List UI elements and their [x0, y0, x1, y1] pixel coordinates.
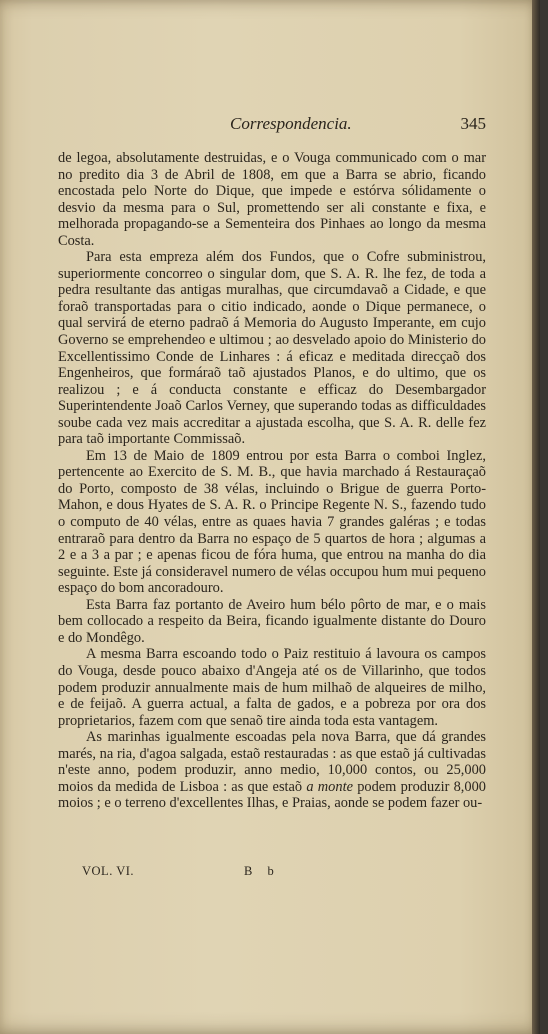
text-run: Para esta empreza além dos Fundos, que o Cofre subministrou, superiormente concorreo o singular dom, que S. A. R. lhe fez, de toda a pedra resultante das antigas muralhas, que circumdavaõ a Cidade, e que foraõ transportadas para o citio indicado, aonde o Dique permanece, o qual servirá de eterno padraõ á Memoria do Augusto Imperante, em cujo Governo se emprehendeo e ultimou ; ao desvelado apoio do Ministerio do Excellentissimo Conde de Linhares : á eficaz e meditada direcçaõ dos Engenheiros, que formáraõ taõ ajustados Planos, e do ultimo, que os realizou ; e á conducta constante e efficaz do Desembargador Superintendente Joaõ Carlos Verney, que superando todas as difficuldades soube cada vez mais accreditar a ajustada escolha, que S. A. R. delle fez para taõ importante Commissaõ. — [58, 249, 486, 448]
paragraph — [58, 448, 486, 597]
paragraph — [58, 729, 486, 812]
text-run: Em 13 de Maio de 1809 entrou por esta Barra o comboi Inglez, pertencente ao Exercito de S. M. B., que havia marchado á Restauraçaõ do Porto, composto de 38 vélas, incluindo o Brigue de guerra Porto-Mahon, e dous Hyates de S. A. R. o Principe Regente N. S., fazendo tudo o computo de 40 vélas, entre as quaes havia 7 grandes galéras ; e todas entraraõ para dentro da Barra no espaço de 5 quartos de hora ; algumas a 2 e a 3 a par ; e apenas ficou de fóra huma, que entrou na manha do dia seguinte. Este já consideravel numero de vélas occupou hum mui pequeno espaço do bom ancoradouro. — [58, 447, 486, 597]
italic-phrase: a monte — [306, 778, 353, 795]
signature-mark: B b — [244, 864, 280, 878]
page-header — [58, 114, 486, 136]
paragraph — [58, 150, 486, 249]
text-run: podem produzir 8,000 moios ; e o terreno d'excellentes Ilhas, e Praias, aonde se podem fazer ou- — [58, 778, 486, 812]
running-title: Correspondencia. — [230, 114, 352, 133]
text-run: A mesma Barra escoando todo o Paiz restituio á lavoura os campos do Vouga, desde pouco abaixo d'Angeja até os de Villarinho, que todos podem produzir annualmente mais de hum milhaõ de alqueires de milho, e de feijaõ. A guerra actual, a falta de gados, e a pobreza por ora dos proprietarios, fazem com que senaõ tire ainda toda esta vantagem. — [58, 646, 486, 729]
page-footer — [82, 864, 462, 884]
paragraph — [58, 249, 486, 448]
body-text — [58, 150, 486, 812]
text-run: Esta Barra faz portanto de Aveiro hum bélo pôrto de mar, e o mais bem collocado a respeito da Beira, ficando igualmente distante do Douro e do Mondêgo. — [58, 596, 486, 646]
text-run: As marinhas igualmente escoadas pela nova Barra, que dá grandes marés, na ria, d'agoa salgada, estaõ restauradas : as que estaõ já cultivadas n'este anno, podem produzir, anno medio, 10,000 contos, ou 25,000 moios da medida de Lisboa : as que estaõ — [58, 729, 486, 795]
paragraph — [58, 597, 486, 647]
paragraph — [58, 646, 486, 729]
page-number: 345 — [460, 114, 486, 133]
volume-label: VOL. VI. — [82, 864, 135, 878]
page-edge-shadow — [532, 0, 540, 1034]
text-run: de legoa, absolutamente destruidas, e o Vouga communicado com o mar no predito dia 3 de Abril de 1808, em que a Barra se abrio, ficando encostada pelo Norte do Dique, que impede e estórva sólidamente o desvio da mesma para o Sul, promettendo ser ali constante e fixa, e melhorada propagando-se a Sementeira dos Pinhaes ao longo da mesma Costa. — [58, 150, 486, 249]
